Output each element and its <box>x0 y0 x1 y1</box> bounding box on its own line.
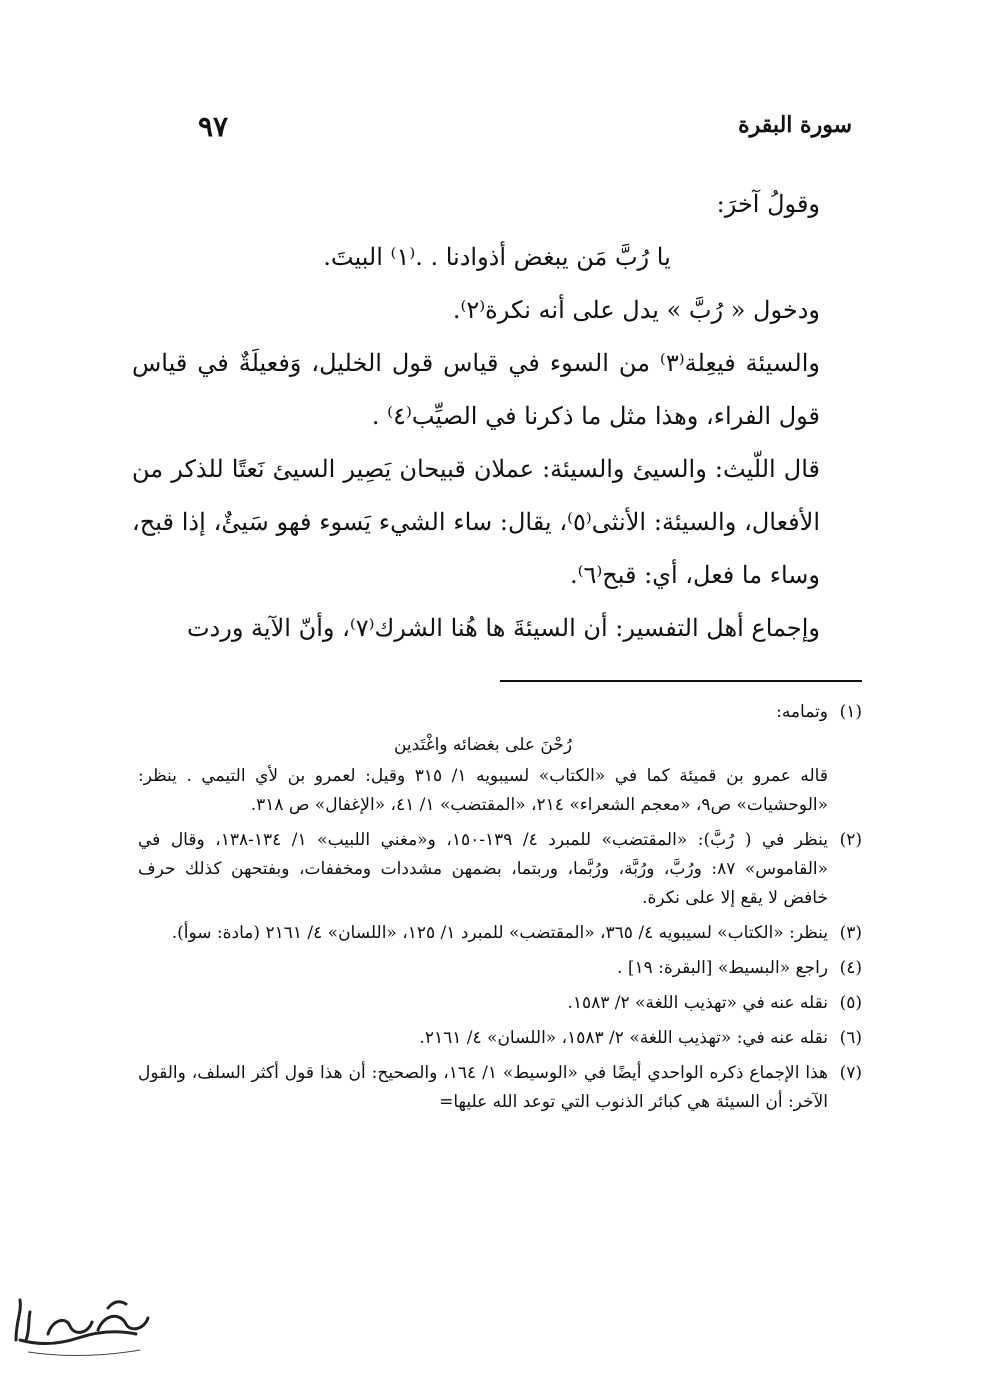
paragraph-ijma: وإجماع أهل التفسير: أن السيئةَ ها هُنا الشرك⁽٧⁾، وأنّ الآية وردت <box>186 614 820 642</box>
footnote-text: راجع «البسيط» [البقرة: ١٩] . <box>617 958 828 978</box>
page-number: ٩٧ <box>198 110 229 143</box>
footnote-number: (٦) <box>839 1028 862 1048</box>
verse-line: يا رُبَّ مَن يبغض أذوادنا . .⁽١⁾ البيتَ. <box>323 243 671 271</box>
footnote-number: (٧) <box>839 1063 862 1083</box>
paragraph-layth: قال اللّيث: والسيئ والسيئة: عملان قبيحان يَصِير السيئ نَعتًا للذكر من الأفعال، والسيئة: الأنثى⁽٥⁾، يقال: ساء الشيء يَسوء فهو سَيئٌ، إذا قبح، وساء ما فعل، أي: قبح⁽٦⁾. <box>132 455 821 589</box>
footnote-4 <box>138 954 862 983</box>
footnote-7 <box>138 1059 862 1117</box>
footnote-verse: رُحْنَ على بغضائه واغْتَدين <box>393 735 573 755</box>
footnote-text: وتمامه: <box>776 702 828 722</box>
footnote-text: نقله عنه في: «تهذيب اللغة» ٢/ ١٥٨٣، «اللسان» ٤/ ٢١٦١. <box>419 1028 828 1048</box>
paragraph-rubba: ودخول « رُبَّ » يدل على أنه نكرة⁽٢⁾. <box>452 296 820 324</box>
footnote-6 <box>138 1024 862 1053</box>
footnote-text: هذا الإجماع ذكره الواحدي أيضًا في «الوسيط» ١/ ١٦٤، والصحيح: أن هذا قول أكثر السلف، والقول الآخر: أن السيئة هي كبائر الذنوب التي توعد الله عليها= <box>138 1063 828 1112</box>
footnotes <box>138 698 862 1123</box>
footnote-number: (٤) <box>839 958 862 978</box>
running-header-title: سورة البقرة <box>738 112 852 138</box>
footnote-divider <box>500 680 862 682</box>
footnote-number: (٣) <box>839 923 862 943</box>
footnote-2 <box>138 826 862 913</box>
footnote-1 <box>138 698 862 820</box>
footnote-text: ينظر: «الكتاب» لسيبويه ٤/ ٣٦٥، «المقتضب» للمبرد ١/ ١٢٥، «اللسان» ٤/ ٢١٦١ (مادة: سوأ). <box>171 923 828 943</box>
footnote-number: (١) <box>839 702 862 722</box>
footnote-text: نقله عنه في «تهذيب اللغة» ٢/ ١٥٨٣. <box>567 993 828 1013</box>
footnote-3 <box>138 919 862 948</box>
main-text <box>132 178 862 655</box>
calligraphy-logo-icon <box>8 1290 158 1360</box>
footnote-number: (٢) <box>839 830 862 850</box>
footnote-text: ينظر في ( رُبَّ): «المقتضب» للمبرد ٤/ ١٣٩-١٥٠، و«مغني اللبيب» ١/ ١٣٤-١٣٨، وقال في «القاموس» ٨٧: ورُبَّ، ورُبَّة، ورُبَّما، وربتما، بضمهن مشددات ومخففات، وبفتحهن كذلك حرف خافض لا يقع إلا على نكرة. <box>138 830 828 908</box>
footnote-5 <box>138 989 862 1018</box>
paragraph-sayyia: والسيئة فيعِلة⁽٣⁾ من السوء في قياس قول الخليل، وَفعيلَةٌ في قياس قول الفراء، وهذا مثل ما ذكرنا في الصيِّب⁽٤⁾ . <box>132 349 820 430</box>
paragraph-intro: وقولُ آخرَ: <box>716 190 820 218</box>
footnote-text: قاله عمرو بن قميئة كما في «الكتاب» لسيبويه ١/ ٣١٥ وقيل: لعمرو بن لأي التيمي . ينظر: «الوحشيات» ص٩، «معجم الشعراء» ٢١٤، «المقتضب» ١/ ٤١، «الإغفال» ص ٣١٨. <box>138 766 828 815</box>
footnote-number: (٥) <box>839 993 862 1013</box>
